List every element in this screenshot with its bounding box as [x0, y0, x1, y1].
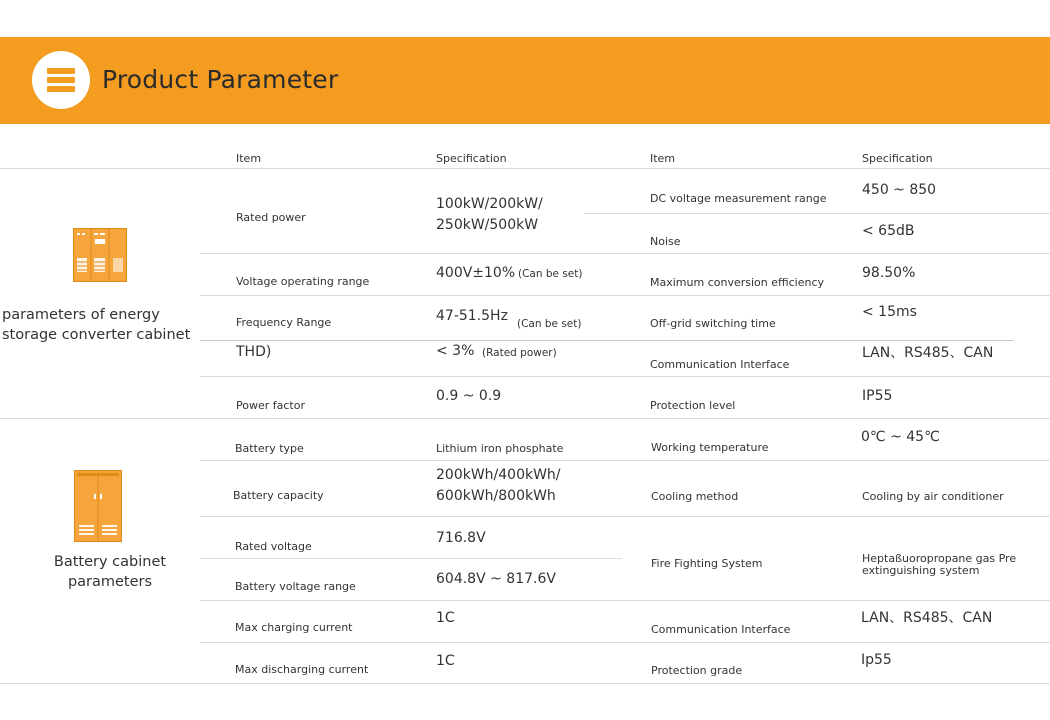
- spec-value: 98.50%: [862, 265, 916, 281]
- item-label: Frequency Range: [236, 316, 332, 329]
- column-header-specification-2: Specification: [862, 152, 933, 165]
- item-label: Working temperature: [651, 441, 769, 454]
- item-label: Protection grade: [651, 664, 743, 677]
- spec-value: 1C: [436, 610, 455, 626]
- item-label: Max discharging current: [235, 663, 369, 676]
- item-label: Protection level: [650, 399, 736, 412]
- item-label: Battery voltage range: [235, 580, 356, 593]
- page-title: Product Parameter: [102, 65, 339, 94]
- spec-value: Cooling by air conditioner: [862, 490, 1004, 503]
- spec-value: 0℃ ~ 45℃: [861, 429, 940, 445]
- spec-value: < 3%: [436, 343, 475, 359]
- item-label: Max charging current: [235, 621, 353, 634]
- converter-cabinet-icon: [73, 228, 127, 282]
- spec-value: Lithium iron phosphate: [436, 442, 564, 455]
- spec-value: 100kW/200kW/ 250kW/500kW: [436, 196, 543, 233]
- spec-value: 604.8V ~ 817.6V: [436, 571, 556, 587]
- item-label: Cooling method: [651, 490, 739, 503]
- spec-value: 0.9 ~ 0.9: [436, 388, 502, 404]
- item-label: Communication Interface: [650, 358, 790, 371]
- item-label: Rated voltage: [235, 540, 312, 553]
- item-label: Voltage operating range: [236, 275, 370, 288]
- column-header-specification: Specification: [436, 152, 507, 165]
- spec-value: LAN、RS485、CAN: [862, 345, 994, 361]
- spec-value: < 65dB: [862, 223, 915, 239]
- spec-value: LAN、RS485、CAN: [861, 610, 993, 626]
- spec-value: 400V±10%: [436, 265, 516, 281]
- spec-value: 1C: [436, 653, 455, 669]
- menu-icon[interactable]: [32, 51, 90, 109]
- spec-value: 47-51.5Hz: [436, 308, 508, 324]
- spec-value: 716.8V: [436, 530, 486, 546]
- item-label: Communication Interface: [651, 623, 791, 636]
- item-label: DC voltage measurement range: [650, 192, 827, 205]
- spec-value: Heptaßuoropropane gas Pre extinguishing system: [862, 552, 1017, 577]
- category-label-pcs: parameters of energy storage converter cabinet: [2, 307, 191, 343]
- item-label: THD): [236, 344, 272, 360]
- spec-note: (Can be set): [517, 318, 582, 330]
- spec-value: < 15ms: [862, 304, 917, 320]
- item-label: Fire Fighting System: [651, 557, 763, 570]
- column-header-item-2: Item: [650, 152, 676, 165]
- spec-note: (Rated power): [482, 347, 557, 359]
- column-header-item: Item: [236, 152, 262, 165]
- item-label: Battery type: [235, 442, 304, 455]
- item-label: Off-grid switching time: [650, 317, 776, 330]
- spec-value: 200kWh/400kWh/ 600kWh/800kWh: [436, 467, 561, 504]
- spec-value: IP55: [862, 388, 893, 404]
- spec-note: (Can be set): [518, 268, 583, 280]
- category-label-battery: Battery cabinet parameters: [53, 554, 167, 590]
- item-label: Rated power: [236, 211, 306, 224]
- item-label: Maximum conversion efficiency: [650, 276, 825, 289]
- spec-value: 450 ~ 850: [862, 182, 937, 198]
- item-label: Battery capacity: [233, 489, 324, 502]
- header-banner: [0, 37, 1050, 124]
- battery-cabinet-icon: [74, 470, 122, 542]
- item-label: Noise: [650, 235, 681, 248]
- item-label: Power factor: [236, 399, 305, 412]
- spec-value: Ip55: [861, 652, 892, 668]
